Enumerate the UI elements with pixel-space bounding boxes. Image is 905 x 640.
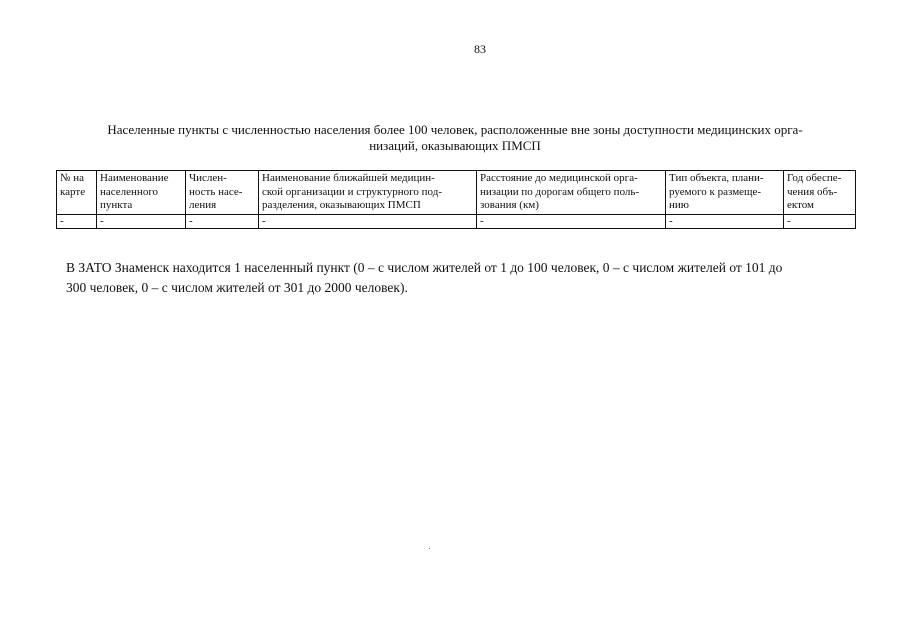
header-cell-provision-year: Год обеспе- чения объ- ектом (784, 171, 856, 215)
header-cell-distance: Расстояние до медицинской орга- низации по дорогам общего поль- зования (км) (477, 171, 666, 215)
table-heading (60, 122, 850, 154)
table-row (57, 214, 856, 228)
header-cell-nearest-organization: Наименование ближайшей медицин- ской организации и структурного под- разделения, оказывающих ПМСП (259, 171, 477, 215)
page-number: 83 (474, 42, 486, 56)
summary-paragraph (66, 258, 856, 298)
table-cell: - (259, 214, 477, 228)
header-cell-object-type: Тип объекта, плани- руемого к размеще- нию (666, 171, 784, 215)
header-cell-settlement-name: Наименование населенного пункта (97, 171, 186, 215)
table-cell: - (186, 214, 259, 228)
header-row (57, 171, 856, 215)
header-cell-population: Числен- ность насе- ления (186, 171, 259, 215)
summary-line: 300 человек, 0 – с числом жителей от 301 до 2000 человек). (66, 280, 408, 295)
table-cell: - (57, 214, 97, 228)
settlements-table (56, 170, 856, 229)
table-cell: - (666, 214, 784, 228)
heading-line: Населенные пункты с численностью населения более 100 человек, расположенные вне зоны доступности медицинских орга- (107, 122, 803, 137)
summary-line: В ЗАТО Знаменск находится 1 населенный пункт (0 – с числом жителей от 1 до 100 человек, 0 – с числом жителей от 101 до (66, 260, 783, 275)
heading-line: низаций, оказывающих ПМСП (369, 138, 541, 153)
header-cell-map-number: № на карте (57, 171, 97, 215)
scan-speck (429, 548, 430, 549)
table-cell: - (477, 214, 666, 228)
table-cell: - (97, 214, 186, 228)
table-cell: - (784, 214, 856, 228)
